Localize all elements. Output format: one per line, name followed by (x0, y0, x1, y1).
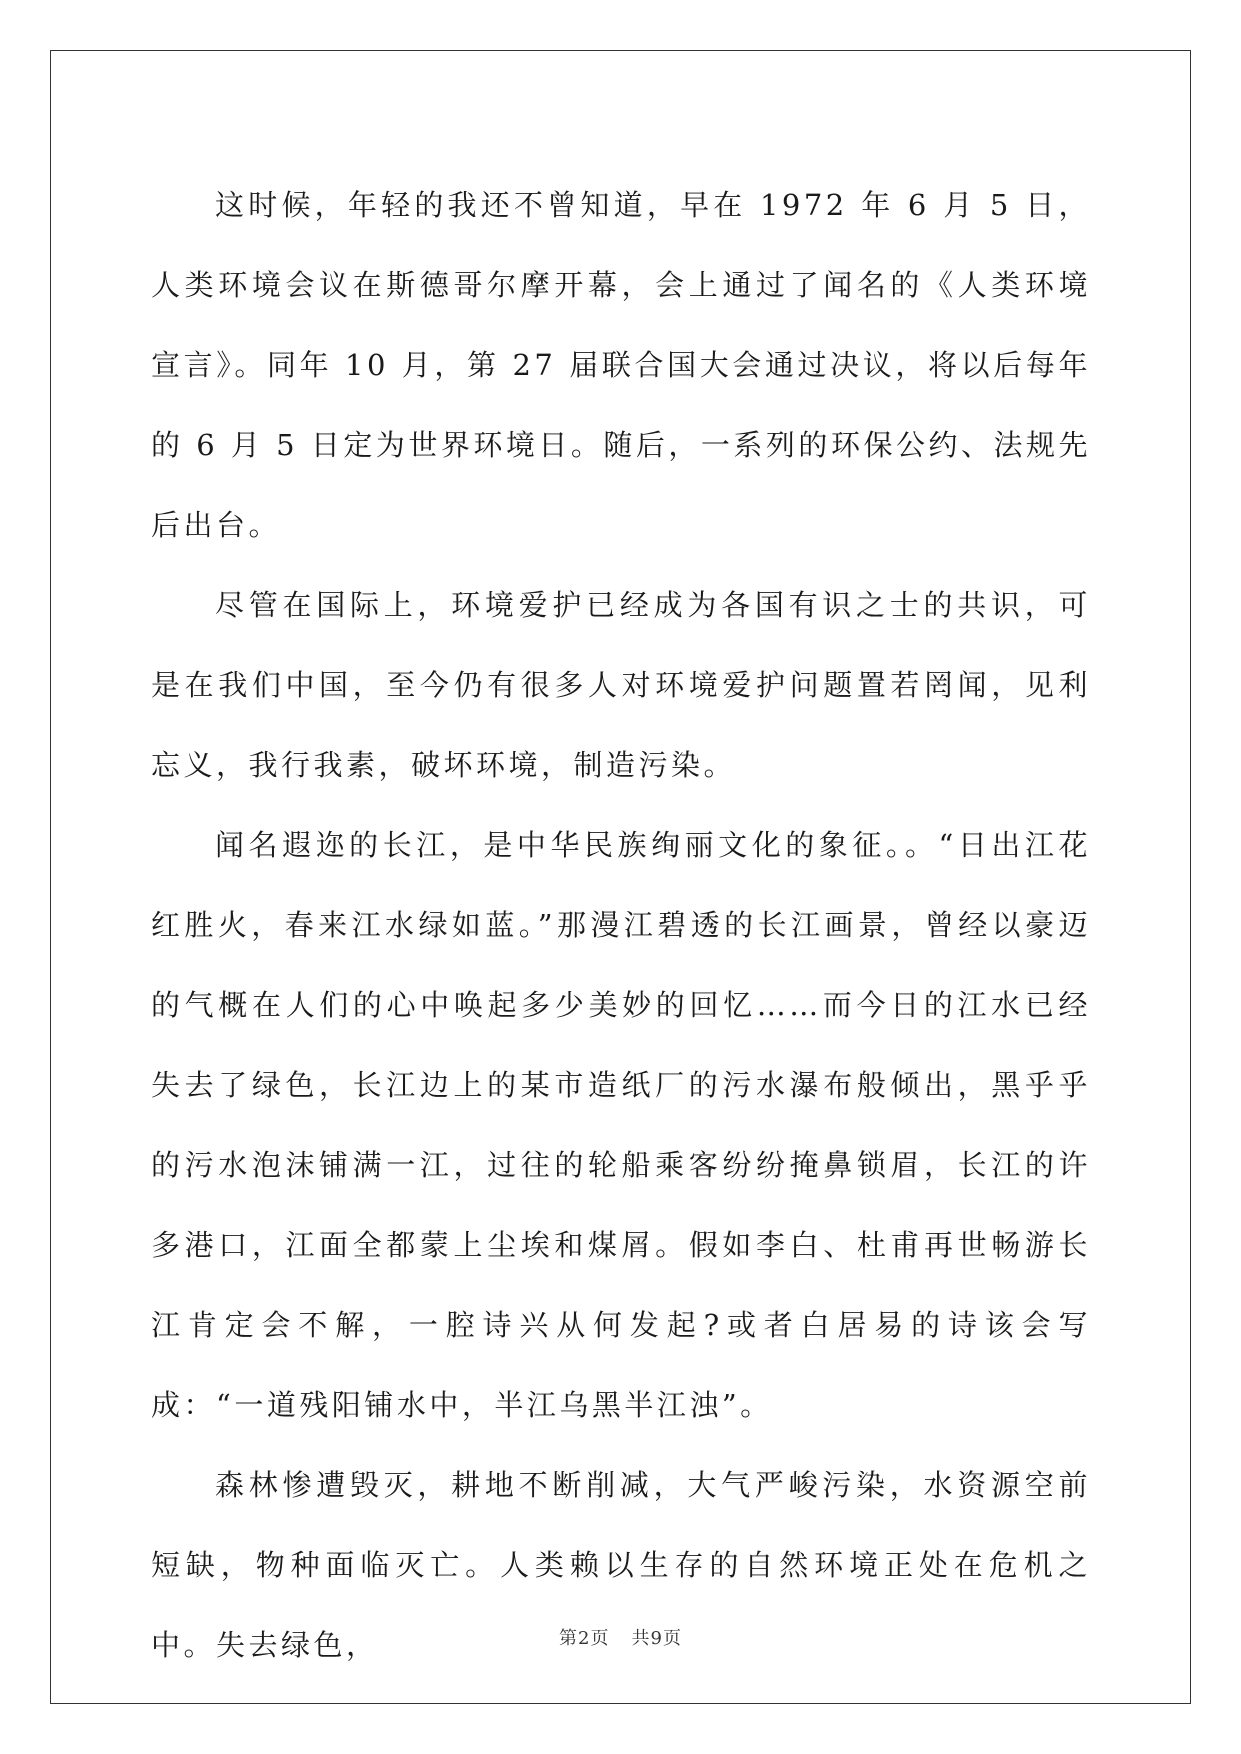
page-number-total: 共9页 (631, 1628, 682, 1649)
page-number-current: 第2页 (559, 1628, 610, 1649)
paragraph: 闻名遐迩的长江，是中华民族绚丽文化的象征。。“日出江花红胜火，春来江水绿如蓝。”那漫江碧透的长江画景，曾经以豪迈的气概在人们的心中唤起多少美妙的回忆……而今日的江水已经失去了绿色，长江边上的某市造纸厂的污水瀑布般倾出，黑乎乎的污水泡沫铺满一江，过往的轮船乘客纷纷掩鼻锁眉，长江的许多港口，江面全都蒙上尘埃和煤屑。假如李白、杜甫再世畅游长江肯定会不解，一腔诗兴从何发起?或者白居易的诗该会写成：“一道残阳铺水中，半江乌黑半江浊”。 (151, 828, 1091, 1422)
paragraph: 这时候，年轻的我还不曾知道，早在 1972 年 6 月 5 日，人类环境会议在斯德哥尔摩开幕，会上通过了闻名的《人类环境宣言》。同年 10 月，第 27 届联合国大会通过决议，将以后每年的 6 月 5 日定为世界环境日。随后，一系列的环保公约、法规先后出台。 (151, 188, 1091, 542)
page-footer (0, 1624, 1241, 1650)
paragraph: 尽管在国际上，环境爱护已经成为各国有识之士的共识，可是在我们中国，至今仍有很多人对环境爱护问题置若罔闻，见利忘义，我行我素，破坏环境，制造污染。 (151, 588, 1091, 782)
document-body (151, 165, 1091, 1685)
paragraph: 森林惨遭毁灭，耕地不断削减，大气严峻污染，水资源空前短缺，物种面临灭亡。人类赖以生存的自然环境正处在危机之中。失去绿色， (151, 1468, 1091, 1662)
